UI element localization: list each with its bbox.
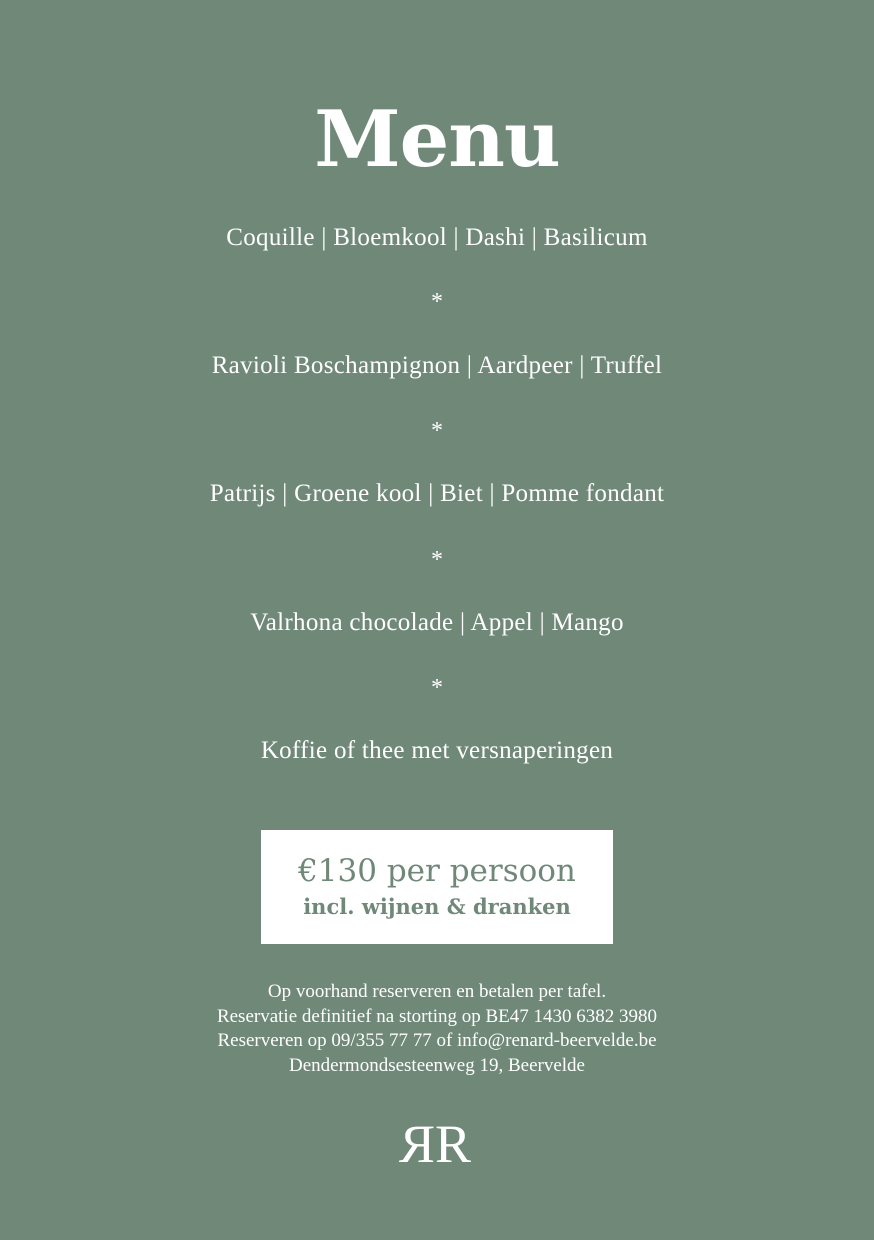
price-box [261, 830, 613, 944]
course-separator: * [431, 547, 443, 573]
reservation-info [0, 980, 874, 1078]
svg-text:R: R [398, 1114, 435, 1172]
info-line-payment: Reservatie definitief na storting op BE47 1430 6382 3980 [216, 1005, 658, 1027]
course-5: Koffie of thee met versnaperingen [260, 737, 614, 764]
svg-text:R: R [435, 1114, 472, 1172]
course-separator: * [431, 418, 443, 444]
course-separator: * [431, 289, 443, 315]
info-line-contact: Reserveren op 09/355 77 77 of info@renard-beervelde.be [217, 1030, 657, 1051]
course-2: Ravioli Boschampignon | Aardpeer | Truffel [211, 352, 663, 379]
rr-monogram-logo [0, 1112, 874, 1172]
info-line-address: Dendermondsesteenweg 19, Beervelde [289, 1054, 585, 1076]
menu-title: Menu [314, 94, 560, 185]
course-separator: * [431, 675, 443, 701]
course-3: Patrijs | Groene kool | Biet | Pomme fondant [209, 480, 665, 507]
price-inclusions: incl. wijnen & dranken [303, 894, 571, 919]
info-line-reserve: Op voorhand reserveren en betalen per tafel. [267, 981, 607, 1002]
price-per-person: €130 per persoon [298, 853, 576, 889]
course-4: Valrhona chocolade | Appel | Mango [250, 609, 624, 636]
course-1: Coquille | Bloemkool | Dashi | Basilicum [226, 224, 648, 251]
rr-monogram-icon [397, 1112, 477, 1172]
